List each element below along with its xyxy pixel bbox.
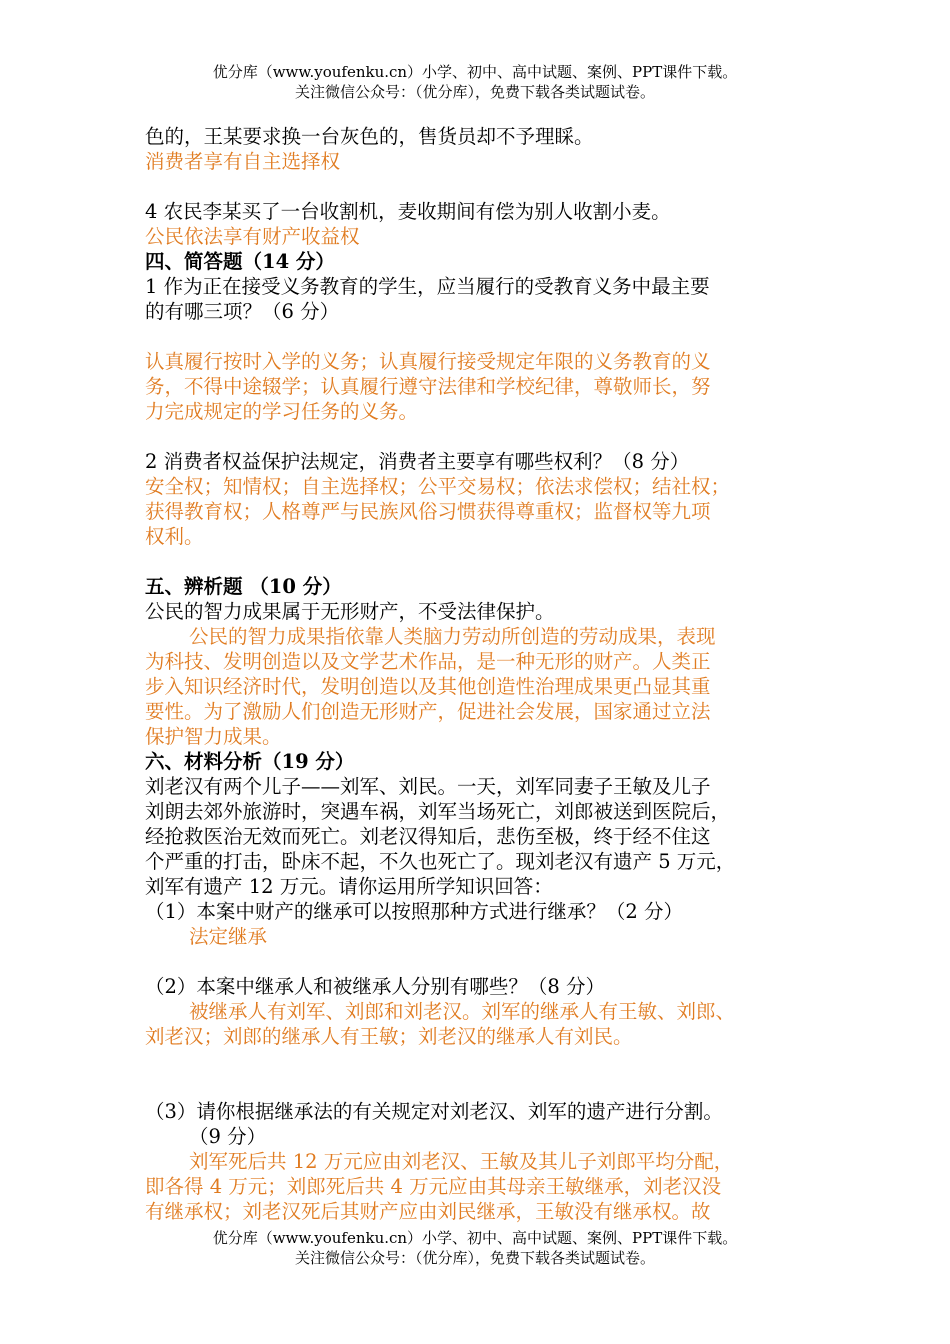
- spacer: [145, 424, 825, 449]
- answer-line: 要性。为了激励人们创造无形财产，促进社会发展，国家通过立法: [145, 700, 711, 723]
- section-heading: 四、简答题（14 分）: [145, 250, 335, 273]
- spacer: [145, 949, 825, 974]
- header-line-1: 优分库（www.youfenku.cn）小学、初中、高中试题、案例、PPT课件下载。: [212, 63, 738, 81]
- document-body: [145, 124, 825, 1224]
- section-heading: 六、材料分析（19 分）: [145, 750, 355, 773]
- answer-line: 认真履行按时入学的义务；认真履行接受规定年限的义务教育的义: [145, 350, 711, 373]
- answer-line: 法定继承: [189, 925, 268, 948]
- answer-line: 消费者享有自主选择权: [145, 150, 341, 173]
- material-line: 刘老汉有两个儿子——刘军、刘民。一天，刘军同妻子王敏及儿子: [145, 775, 711, 798]
- answer-line: 权利。: [145, 525, 204, 548]
- spacer: [145, 549, 825, 574]
- material-line: 刘军有遗产 12 万元。请你运用所学知识回答：: [145, 875, 553, 898]
- question-line: 4 农民李某买了一台收割机，麦收期间有偿为别人收割小麦。: [145, 200, 671, 223]
- question-line: 公民的智力成果属于无形财产，不受法律保护。: [145, 600, 555, 623]
- question-line: 1 作为正在接受义务教育的学生，应当履行的受教育义务中最主要: [145, 275, 710, 298]
- footer-line-2: 关注微信公众号：（优分库），免费下载各类试题试卷。: [294, 1249, 655, 1267]
- answer-line: 步入知识经济时代，发明创造以及其他创造性治理成果更凸显其重: [145, 675, 711, 698]
- answer-line: 为科技、发明创造以及文学艺术作品，是一种无形的财产。人类正: [145, 650, 711, 673]
- question-line: （1）本案中财产的继承可以按照那种方式进行继承？（2 分）: [145, 900, 684, 923]
- header-line-2: 关注微信公众号：（优分库），免费下载各类试题试卷。: [294, 83, 655, 101]
- question-line: （2）本案中继承人和被继承人分别有哪些？（8 分）: [145, 975, 606, 998]
- spacer: [145, 1074, 825, 1099]
- answer-line: 刘老汉；刘郎的继承人有王敏；刘老汉的继承人有刘民。: [145, 1025, 633, 1048]
- question-line: 2 消费者权益保护法规定，消费者主要享有哪些权利？（8 分）: [145, 450, 690, 473]
- footer-line-1: 优分库（www.youfenku.cn）小学、初中、高中试题、案例、PPT课件下载。: [212, 1229, 738, 1247]
- spacer: [145, 1049, 825, 1074]
- page-footer: [0, 1228, 950, 1268]
- material-line: 刘朗去郊外旅游时，突遇车祸，刘军当场死亡，刘郎被送到医院后，: [145, 800, 731, 823]
- answer-line: 务，不得中途辍学；认真履行遵守法律和学校纪律，尊敬师长，努: [145, 375, 711, 398]
- question-line: 的有哪三项？（6 分）: [145, 300, 340, 323]
- material-line: 个严重的打击，卧床不起，不久也死亡了。现刘老汉有遗产 5 万元，: [145, 850, 736, 873]
- answer-line: 公民的智力成果指依靠人类脑力劳动所创造的劳动成果，表现: [189, 625, 716, 648]
- text-line: 色的，王某要求换一台灰色的，售货员却不予理睬。: [145, 125, 594, 148]
- question-line: （9 分）: [189, 1125, 267, 1148]
- material-line: 经抢救医治无效而死亡。刘老汉得知后，悲伤至极，终于经不住这: [145, 825, 711, 848]
- page-header: [0, 62, 950, 102]
- answer-line: 安全权；知情权；自主选择权；公平交易权；依法求偿权；结社权；: [145, 475, 731, 498]
- answer-line: 力完成规定的学习任务的义务。: [145, 400, 419, 423]
- spacer: [145, 174, 825, 199]
- answer-line: 获得教育权；人格尊严与民族风俗习惯获得尊重权；监督权等九项: [145, 500, 711, 523]
- answer-line: 即各得 4 万元；刘郎死后共 4 万元应由其母亲王敏继承，刘老汉没: [145, 1175, 722, 1198]
- answer-line: 公民依法享有财产收益权: [145, 225, 360, 248]
- section-heading: 五、辨析题 （10 分）: [145, 575, 342, 598]
- answer-line: 有继承权；刘老汉死后其财产应由刘民继承，王敏没有继承权。故: [145, 1200, 711, 1223]
- answer-line: 刘军死后共 12 万元应由刘老汉、王敏及其儿子刘郎平均分配，: [189, 1150, 734, 1173]
- answer-line: 被继承人有刘军、刘郎和刘老汉。刘军的继承人有王敏、刘郎、: [189, 1000, 736, 1023]
- question-line: （3）请你根据继承法的有关规定对刘老汉、刘军的遗产进行分割。: [145, 1100, 723, 1123]
- spacer: [145, 324, 825, 349]
- answer-line: 保护智力成果。: [145, 725, 282, 748]
